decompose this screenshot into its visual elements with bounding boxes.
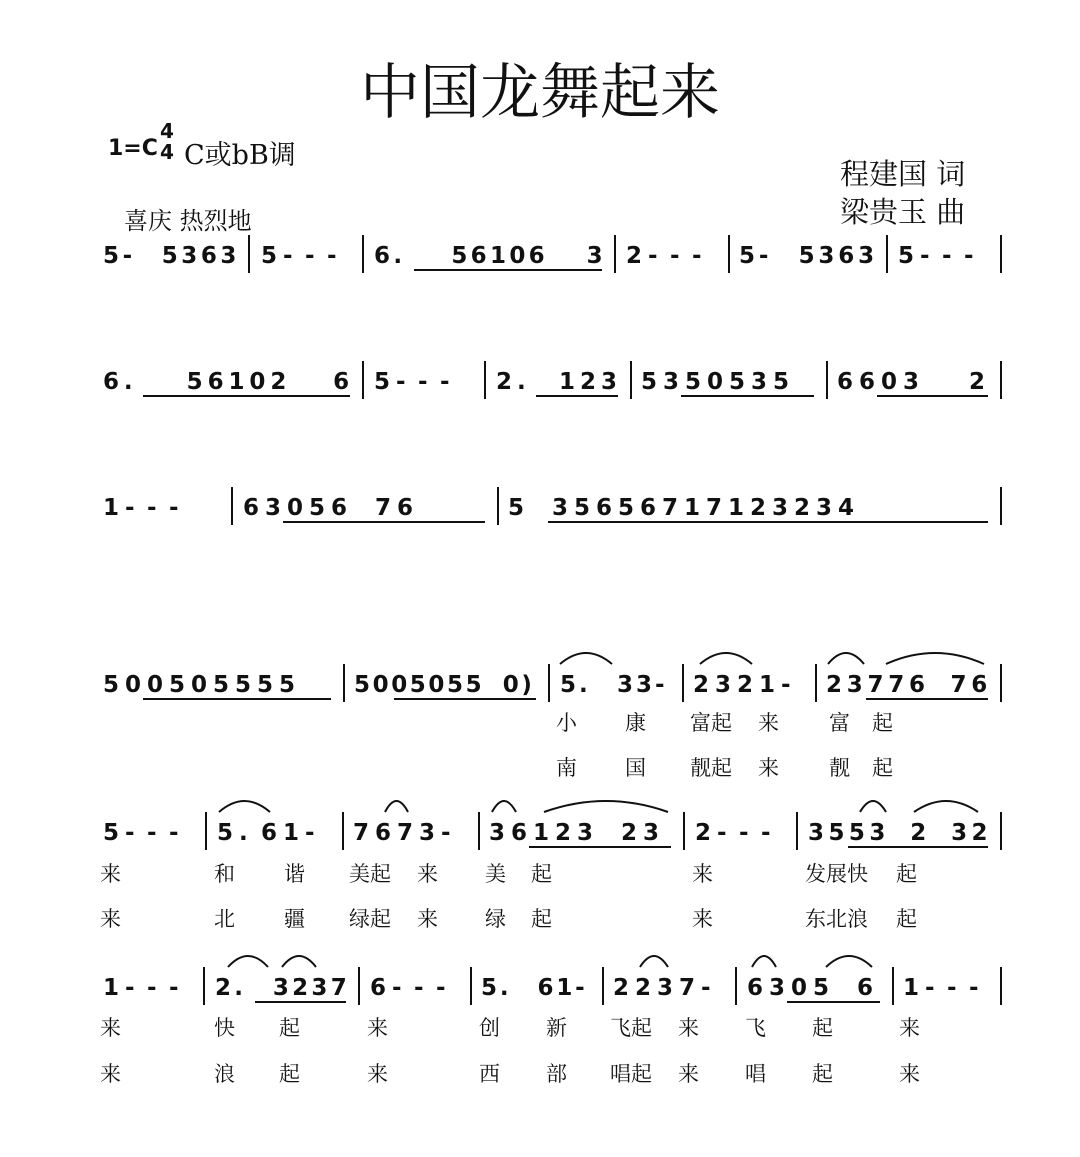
note: 3 [311,975,328,1001]
note: 6 [331,495,348,521]
note: 5 [103,243,120,269]
hold-dash: - [655,672,665,698]
lyric-syllable: 来 [899,1016,920,1040]
note: 6 [243,495,260,521]
note: 5 [773,369,790,395]
note: 7 [679,975,696,1001]
note: 0 [147,672,164,698]
note: 3 [552,495,569,521]
note: 1 [490,243,507,269]
lyric-syllable: 西 [479,1062,500,1086]
lyric-syllable: 富起 [690,711,732,735]
lyric-syllable: 起 [812,1062,833,1086]
note: 0 [391,672,408,698]
tempo-marking: 喜庆 热烈地 [124,207,252,235]
hold-dash: - [327,243,337,269]
note: 2 [826,672,843,698]
note: 2 [621,820,638,846]
lyric-syllable: 起 [279,1016,300,1040]
note: 5 [186,369,203,395]
note: 6 [200,243,217,269]
slur [914,801,978,812]
lyric-syllable: 唱起 [610,1062,652,1086]
note: 5 [217,820,234,846]
note: 1 [759,672,776,698]
hold-dash: - [283,243,293,269]
note: 5 [465,672,482,698]
note: 6 [261,820,278,846]
lyric-syllable: 起 [896,907,917,931]
note: 0 [707,369,724,395]
note: 5 [103,672,120,698]
note: 0 [791,975,808,1001]
lyric-syllable: 来 [678,1016,699,1040]
hold-dash: - [717,820,727,846]
note: 7 [706,495,723,521]
note: 2 [626,243,643,269]
note: 5 [213,672,230,698]
note: 3 [419,820,436,846]
note: 2 [580,369,597,395]
lyric-syllable: 快 [214,1016,235,1040]
note: 0 [249,369,266,395]
note: 3 [636,672,653,698]
hold-dash: - [670,243,680,269]
note: 7 [950,672,967,698]
lyric-syllable: 来 [758,711,779,735]
note: 7 [397,820,414,846]
note: 5 [828,820,845,846]
note: . [579,672,588,698]
lyric-syllable: 美 [485,862,506,886]
note: 6 [370,975,387,1001]
slur [560,653,612,664]
note: 1 [728,495,745,521]
note: 6 [397,495,414,521]
note: 5 [508,495,525,521]
slur [752,956,776,967]
note: 5 [409,672,426,698]
note: 3 [903,369,920,395]
note: 0 [372,672,389,698]
lyricist-credit: 程建国 词 [840,157,966,191]
lyric-syllable: 飞起 [610,1016,652,1040]
note: 2 [496,369,513,395]
note: 3 [577,820,594,846]
note: 2 [750,495,767,521]
hold-dash: - [942,243,952,269]
slur [640,956,668,967]
lyric-syllable: 小 [556,711,577,735]
lyric-syllable: 起 [812,1016,833,1040]
note: 3 [272,975,289,1001]
hold-dash: - [761,820,771,846]
lyric-syllable: 起 [872,711,893,735]
note: 0 [287,495,304,521]
note: 6 [375,820,392,846]
hold-dash: - [739,820,749,846]
lyric-syllable: 来 [100,1062,121,1086]
lyric-syllable: 起 [531,862,552,886]
note: 5 [279,672,296,698]
note: 3 [663,369,680,395]
note: 2 [635,975,652,1001]
note: 1 [533,820,550,846]
hold-dash: - [758,243,769,269]
note: 6 [596,495,613,521]
hold-dash: - [169,975,179,1001]
note: 2 [971,820,988,846]
hold-dash: - [440,369,450,395]
note: 6 [971,672,988,698]
note: 3 [586,243,603,269]
lyric-syllable: 来 [417,862,438,886]
note: 1 [684,495,701,521]
note: 5 [618,495,635,521]
note: 5 [447,672,464,698]
note: 3 [818,243,835,269]
hold-dash: - [125,495,135,521]
note: 6 [374,243,391,269]
note: 5 [574,495,591,521]
meter-bottom: 4 [160,140,174,164]
note: . [123,369,133,395]
note: 0 [881,369,898,395]
note: 7 [867,672,884,698]
hold-dash: - [692,243,702,269]
note: 3 [808,820,825,846]
hold-dash: - [781,672,791,698]
hold-dash: - [305,820,315,846]
note: 5 [641,369,658,395]
note: 5 [161,243,178,269]
note: 3 [220,243,237,269]
lyric-syllable: 绿 [485,907,506,931]
note: 1 [103,495,120,521]
note: 6 [333,369,350,395]
note: 1 [559,369,576,395]
note: 6 [640,495,657,521]
note: 5 [848,820,865,846]
hold-dash: - [964,243,974,269]
note: 2 [215,975,232,1001]
hold-dash: - [920,243,930,269]
hold-dash: - [147,495,157,521]
hold-dash: - [396,369,406,395]
note: 1 [228,369,245,395]
slur [492,801,516,812]
slur [828,653,864,664]
slur [700,653,752,664]
lyric-syllable: 和 [214,862,235,886]
lyric-syllable: 来 [417,907,438,931]
note: 5 [739,243,756,269]
note: 7 [662,495,679,521]
hold-dash: - [392,975,402,1001]
hold-dash: - [414,975,424,1001]
note: 3 [772,495,789,521]
lyric-syllable: 来 [100,862,121,886]
note: 1 [556,975,573,1001]
hold-dash: - [147,820,157,846]
note: . [499,975,509,1001]
note: 5 [729,369,746,395]
note: 6 [470,243,487,269]
lyric-syllable: 康 [625,711,646,735]
note: 6 [837,369,854,395]
lyric-syllable: 来 [692,862,713,886]
note: 3 [265,495,282,521]
hold-dash: - [125,975,135,1001]
note: 6 [747,975,764,1001]
note: 3 [181,243,198,269]
lyric-syllable: 美起 [349,862,391,886]
lyric-syllable: 来 [367,1016,388,1040]
lyric-syllable: 南 [556,756,577,780]
hold-dash: - [436,975,446,1001]
hold-dash: - [925,975,935,1001]
note: 5 [798,243,815,269]
note: 5 [481,975,498,1001]
slur [860,801,886,812]
song-title: 中国龙舞起来 [360,58,720,128]
note: 5 [898,243,915,269]
hold-dash: - [947,975,957,1001]
note: 3 [816,495,833,521]
lyric-syllable: 来 [758,756,779,780]
note: 2 [695,820,712,846]
note: 6 [103,369,120,395]
note: 2 [693,672,710,698]
note: 3 [657,975,674,1001]
slur [282,956,316,967]
note: 3 [489,820,506,846]
note: 6 [528,243,545,269]
note: 4 [838,495,855,521]
note: 2 [555,820,572,846]
note: . [234,975,244,1001]
note: 2 [737,672,754,698]
slur [385,801,408,812]
note: 3 [715,672,732,698]
lyric-syllable: 唱 [745,1062,766,1086]
lyric-syllable: 来 [899,1062,920,1086]
lyric-syllable: 北 [214,907,235,931]
note: 3 [858,243,875,269]
lyric-syllable: 绿起 [349,907,391,931]
note: 1 [283,820,300,846]
note: 5 [235,672,252,698]
note: 5 [354,672,371,698]
hold-dash: - [305,243,315,269]
note: 5 [813,975,830,1001]
note: 5 [309,495,326,521]
note: 6 [909,672,926,698]
slur [826,956,872,967]
note: 5 [560,672,577,698]
lyric-syllable: 来 [678,1062,699,1086]
lyric-syllable: 部 [546,1062,567,1086]
hold-dash: - [701,975,711,1001]
hold-dash: - [125,820,135,846]
lyric-syllable: 浪 [214,1062,235,1086]
note: 6 [537,975,554,1001]
note: . [517,369,526,395]
hold-dash: - [147,975,157,1001]
lyric-syllable: 起 [872,756,893,780]
meter-top: 4 [160,119,174,143]
slur [886,653,984,664]
note: 6 [511,820,528,846]
hold-dash: - [441,820,451,846]
slur [219,801,270,812]
lyric-syllable: 疆 [284,907,305,931]
composer-credit: 梁贵玉 曲 [840,195,966,229]
lyric-syllable: 来 [367,1062,388,1086]
note: 3 [643,820,660,846]
slur [228,956,268,967]
note: 7 [375,495,392,521]
note: . [239,820,248,846]
lyric-syllable: 国 [625,756,646,780]
note: 2 [270,369,287,395]
note: 6 [859,369,876,395]
note: 6 [857,975,874,1001]
note: 2 [292,975,309,1001]
lyric-syllable: 飞 [745,1016,766,1040]
note: 0 [502,672,519,698]
note: . [393,243,403,269]
note: 0 [509,243,526,269]
lyric-syllable: 来 [692,907,713,931]
note: 3 [617,672,634,698]
lyric-syllable: 新 [546,1016,567,1040]
note: 6 [207,369,224,395]
note: 5 [451,243,468,269]
lyric-syllable: 起 [531,907,552,931]
lyric-syllable: 东北浪 [805,907,868,931]
lyric-syllable: 起 [896,862,917,886]
note: 1 [103,975,120,1001]
key-signature: 1=C [108,136,158,161]
note: 2 [794,495,811,521]
note: 2 [969,369,986,395]
hold-dash: - [169,495,179,521]
note: 2 [910,820,927,846]
note: 0 [191,672,208,698]
hold-dash: - [418,369,428,395]
slur [544,801,668,812]
lyric-syllable: 起 [279,1062,300,1086]
lyric-syllable: 谐 [284,862,305,886]
note: 3 [951,820,968,846]
note: 3 [601,369,618,395]
note: 7 [353,820,370,846]
note: 5 [685,369,702,395]
hold-dash: - [575,975,585,1001]
note: 2 [613,975,630,1001]
key-note: C或bB调 [184,140,296,171]
lyric-syllable: 发展快 [805,862,868,886]
note: 7 [888,672,905,698]
note: ) [521,672,532,698]
note: 5 [374,369,391,395]
note: 5 [257,672,274,698]
lyric-syllable: 来 [100,907,121,931]
lyric-syllable: 靓起 [690,756,732,780]
note: 5 [169,672,186,698]
note: 3 [751,369,768,395]
note: 7 [330,975,347,1001]
note: 0 [428,672,445,698]
note: 3 [769,975,786,1001]
hold-dash: - [169,820,179,846]
lyric-syllable: 靓 [829,756,850,780]
note: 5 [261,243,278,269]
lyric-syllable: 富 [829,711,850,735]
lyric-syllable: 来 [100,1016,121,1040]
note: 0 [125,672,142,698]
hold-dash: - [122,243,133,269]
lyric-syllable: 创 [479,1016,500,1040]
hold-dash: - [648,243,658,269]
hold-dash: - [969,975,979,1001]
note: 6 [838,243,855,269]
note: 1 [903,975,920,1001]
note: 3 [869,820,886,846]
note: 3 [846,672,863,698]
note: 5 [103,820,120,846]
